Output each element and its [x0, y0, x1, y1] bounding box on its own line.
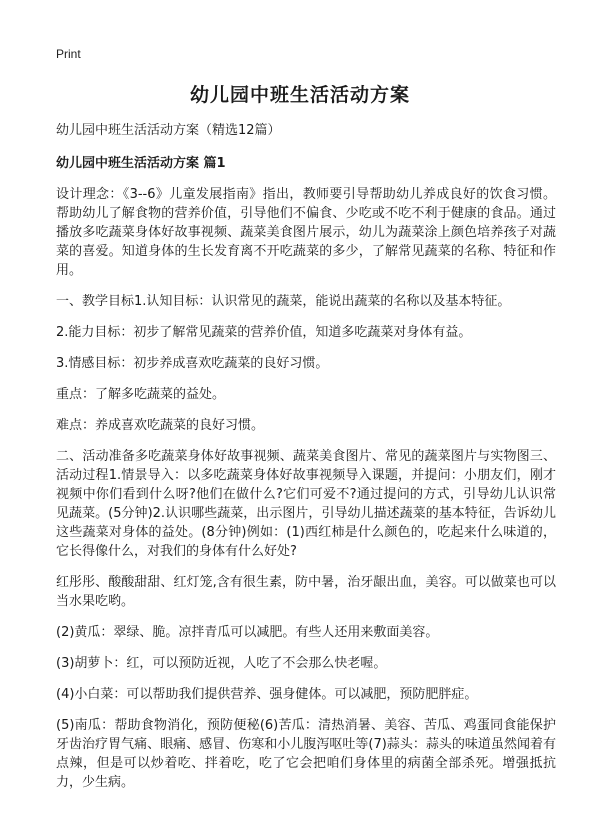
paragraph-difficulty: 难点：养成喜欢吃蔬菜的良好习惯。: [56, 418, 265, 433]
paragraph-tomato: 红彤彤、酸酸甜甜、红灯笼,含有很生素，防中暑，治牙龈出血，美容。可以做菜也可以当水果吃哟。: [56, 575, 556, 609]
paragraph-ability-goal: 2.能力目标：初步了解常见蔬菜的营养价值，知道多吃蔬菜对身体有益。: [56, 325, 472, 340]
paragraph-carrot: (3)胡萝卜：红，可以预防近视，人吃了不会那么快老喔。: [56, 656, 387, 671]
paragraph-pumpkin-bittermelon-garlic: (5)南瓜：帮助食物消化，预防便秘(6)苦瓜：清热消暑、美容、苦瓜、鸡蛋同食能保护牙齿治疗胃气痛、眼痛、感冒、伤寒和小儿腹泻呕吐等(7)蒜头：蒜头的味道虽然闻着有点辣，但是可以炒着吃、拌着吃，吃了它会把咱们身体里的病菌全部杀死。增强抵抗力，少生病。: [56, 718, 556, 790]
section-heading: 幼儿园中班生活活动方案 篇1: [56, 156, 226, 171]
document-subtitle: 幼儿园中班生活活动方案（精选12篇）: [56, 123, 281, 138]
paragraph-design-concept: 设计理念：《3--6》儿童发展指南》指出，教师要引导帮助幼儿养成良好的饮食习惯。帮助幼儿了解食物的营养价值，引导他们不偏食、少吃或不吃不利于健康的食品。通过播放多吃蔬菜身体好故事视频、蔬菜美食图片展示，幼儿为蔬菜涂上颜色培养孩子对蔬菜的喜爱。知道身体的生长发育离不开吃蔬菜的多少，了解常见蔬菜的名称、特征和作用。: [56, 187, 556, 278]
paragraph-bok-choy: (4)小白菜：可以帮助我们提供营养、强身健体。可以减肥，预防肥胖症。: [56, 687, 478, 702]
paragraph-key-point: 重点：了解多吃蔬菜的益处。: [56, 387, 226, 402]
paragraph-activity-process: 二、活动准备多吃蔬菜身体好故事视频、蔬菜美食图片、常见的蔬菜图片与实物图三、活动过程1.情景导入：以多吃蔬菜身体好故事视频导入课题，并提问：小朋友们，刚才视频中你们看到什么呀?他们在做什么?它们可爱不?通过提问的方式，引导幼儿认识常见蔬菜。(5分钟)2.认识哪些蔬菜，出示图片，引导幼儿描述蔬菜的基本特征，告诉幼儿这些蔬菜对身体的益处。(8分钟)例如：(1)西红柿是什么颜色的，吃起来什么味道的，它长得像什么，对我们的身体有什么好处?: [56, 449, 556, 559]
document-title: 幼儿园中班生活活动方案: [189, 84, 410, 106]
print-link[interactable]: Print: [56, 47, 81, 61]
paragraph-teaching-goals: 一、教学目标1.认知目标：认识常见的蔬菜，能说出蔬菜的名称以及基本特征。: [56, 294, 511, 309]
document-body: [56, 121, 556, 804]
paragraph-cucumber: (2)黄瓜：翠绿、脆。凉拌青瓜可以减肥。有些人还用来敷面美容。: [56, 625, 439, 640]
paragraph-emotion-goal: 3.情感目标：初步养成喜欢吃蔬菜的良好习惯。: [56, 356, 329, 371]
